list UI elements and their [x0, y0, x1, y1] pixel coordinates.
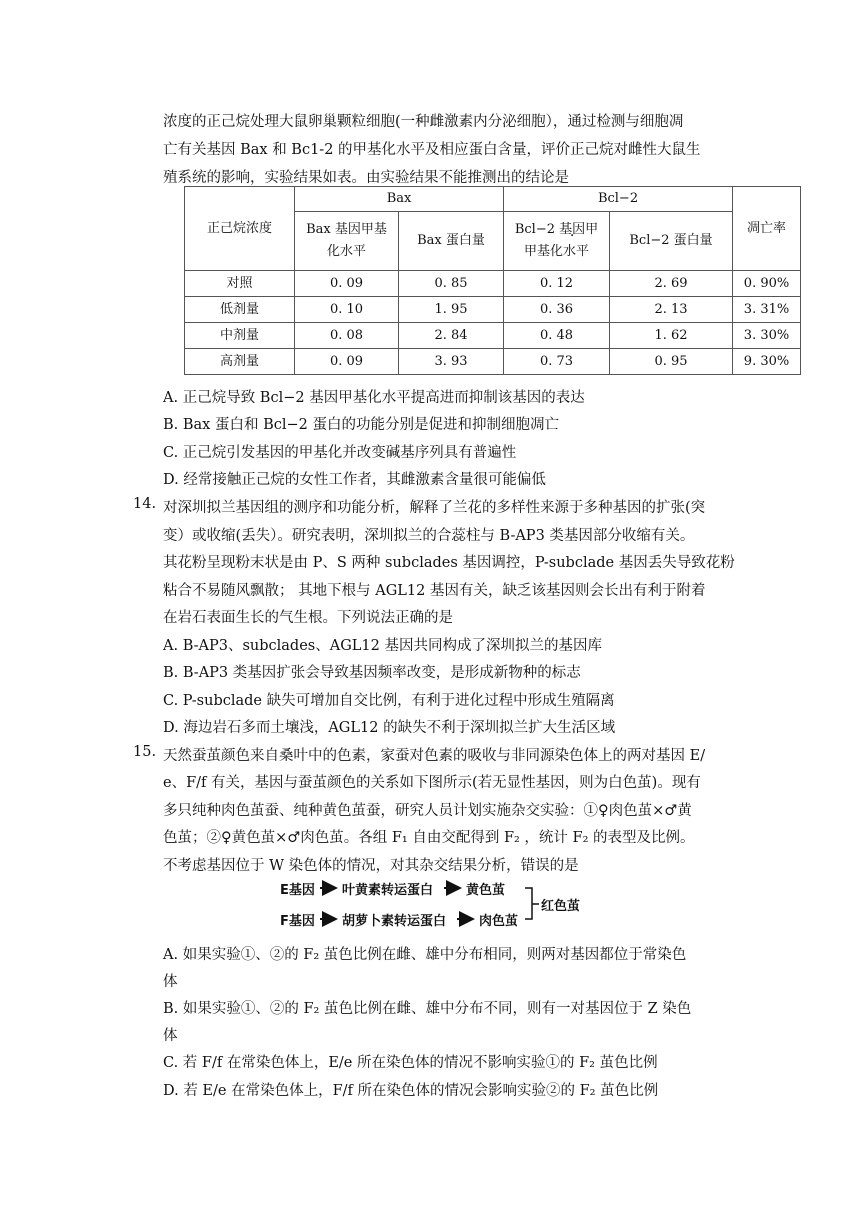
q14-text-line-1: 对深圳拟兰基因组的测序和功能分析，解释了兰花的多样性来源于多种基因的扩张(突 [163, 500, 706, 516]
q14-option-c: C. P-subclade 缺失可增加自交比例，有利于进化过程中形成生殖隔离 [163, 693, 615, 709]
table-cell: 0. 95 [610, 349, 733, 375]
q15-text-line-5: 不考虑基因位于 W 染色体的情况，对其杂交结果分析，错误的是 [163, 858, 579, 874]
table-cell: 0. 09 [295, 271, 399, 297]
q15-text-line-3: 多只纯种肉色茧蚕、纯种黄色茧蚕，研究人员计划实施杂交实验：①♀肉色茧×♂黄 [163, 803, 692, 819]
header-bcl2-protein: Bcl−2 蛋白量 [610, 212, 733, 271]
q14-text-line-4: 粘合不易随风飘散； 其地下根与 AGL12 基因有关，缺乏该基因则会长出有利于附着 [163, 583, 706, 599]
results-table [184, 186, 801, 375]
q13-option-c: C. 正己烷引发基因的甲基化并改变碱基序列具有普遍性 [163, 445, 517, 461]
table-cell: 0. 85 [399, 271, 504, 297]
table-cell: 3. 30% [733, 323, 801, 349]
table-cell: 对照 [185, 271, 295, 297]
header-concentration: 正己烷浓度 [185, 187, 295, 271]
table-row [185, 297, 801, 323]
q15-option-d: D. 若 E/e 在常染色体上，F/f 所在染色体的情况会影响实验②的 F₂ 茧色比例 [163, 1083, 659, 1099]
table-cell: 0. 12 [504, 271, 610, 297]
q13-option-d: D. 经常接触正己烷的女性工作者，其雌激素含量很可能偏低 [163, 472, 546, 488]
diagram-f-result: 肉色茧 [479, 914, 519, 929]
q15-option-a-line-2: 体 [163, 974, 178, 990]
diagram-combined-result: 红色茧 [541, 899, 581, 914]
q13-option-a: A. 正己烷导致 Bcl−2 基因甲基化水平提高进而抑制该基因的表达 [163, 390, 585, 406]
q15-option-b-line-1: B. 如果实验①、②的 F₂ 茧色比例在雌、雄中分布不同，则有一对基因位于 Z 染色 [163, 1001, 692, 1017]
q14-text-line-3: 其花粉呈现粉末状是由 P、S 两种 subclades 基因调控，P-subclade 基因丢失导致花粉 [163, 555, 735, 571]
table-cell: 低剂量 [185, 297, 295, 323]
q15-option-a-line-1: A. 如果实验①、②的 F₂ 茧色比例在雌、雄中分布相同，则两对基因都位于常染色 [163, 947, 687, 963]
bracket-icon [525, 888, 539, 919]
table-cell: 高剂量 [185, 349, 295, 375]
emphasis-text: 基因 [559, 222, 586, 237]
table-cell: 2. 69 [610, 271, 733, 297]
q14-text-line-5: 在岩石表面生长的气生根。下列说法正确的是 [163, 610, 453, 626]
table-cell: 3. 31% [733, 297, 801, 323]
table-cell: 0. 36 [504, 297, 610, 323]
diagram-f-gene: F基因 [280, 914, 315, 929]
table-cell: 0. 10 [295, 297, 399, 323]
q15-option-b-line-2: 体 [163, 1028, 178, 1044]
q15-option-c: C. 若 F/f 在常染色体上，E/e 所在染色体的情况不影响实验①的 F₂ 茧色比例 [163, 1055, 658, 1071]
header-bax-methylation: Bax 基因甲基化水平 [295, 212, 399, 271]
header-group-bax: Bax [295, 187, 504, 212]
diagram-e-result: 黄色茧 [466, 883, 506, 898]
header-apoptosis-rate: 凋亡率 [733, 187, 801, 271]
intro-line-1: 浓度的正己烷处理大鼠卵巢颗粒细胞(一种雌激素内分泌细胞），通过检测与细胞凋 [163, 114, 684, 130]
q15-text-line-1: 天然蚕茧颜色来自桑叶中的色素，家蚕对色素的吸收与非同源染色体上的两对基因 E/ [163, 748, 706, 764]
q13-option-b: B. Bax 蛋白和 Bcl−2 蛋白的功能分别是促进和抑制细胞凋亡 [163, 417, 559, 433]
intro-line-2: 亡有关基因 Bax 和 Bc1-2 的甲基化水平及相应蛋白含量，评价正己烷对雌性大鼠生 [163, 142, 701, 158]
table-cell: 0. 08 [295, 323, 399, 349]
intro-line-3: 殖系统的影响，实验结果如表。由实验结果不能推测出的结论是 [163, 170, 569, 186]
header-bax-protein: Bax 蛋白量 [399, 212, 504, 271]
table-row [185, 271, 801, 297]
table-row [185, 323, 801, 349]
table-cell: 2. 84 [399, 323, 504, 349]
table-cell: 2. 13 [610, 297, 733, 323]
diagram-e-protein: 叶黄素转运蛋白 [342, 883, 434, 898]
q14-option-d: D. 海边岩石多而土壤浅，AGL12 的缺失不利于深圳拟兰扩大生活区域 [163, 720, 616, 736]
table-cell: 9. 30% [733, 349, 801, 375]
q15-number: 15. [133, 744, 157, 760]
q14-number: 14. [133, 496, 157, 512]
table-cell: 1. 62 [610, 323, 733, 349]
table-cell: 0. 73 [504, 349, 610, 375]
q14-option-a: A. B-AP3、subclades、AGL12 基因共同构成了深圳拟兰的基因库 [163, 638, 602, 654]
diagram-f-protein: 胡萝卜素转运蛋白 [342, 914, 447, 929]
table-cell: 1. 95 [399, 297, 504, 323]
table-cell: 0. 09 [295, 349, 399, 375]
header-bcl2-methylation: Bcl−2 基因甲 甲基化水平 [504, 212, 610, 271]
table-cell: 3. 93 [399, 349, 504, 375]
table-row [185, 349, 801, 375]
q14-text-line-2: 变）或收缩(丢失）。研究表明，深圳拟兰的合蕊柱与 B-AP3 类基因部分收缩有关。 [163, 528, 695, 544]
gene-pathway-diagram [280, 876, 590, 938]
q14-option-b: B. B-AP3 类基因扩张会导致基因频率改变，是形成新物种的标志 [163, 665, 581, 681]
table-cell: 0. 90% [733, 271, 801, 297]
q15-text-line-2: e、F/f 有关，基因与蚕茧颜色的关系如下图所示(若无显性基因，则为白色茧)。现有 [163, 775, 701, 791]
q15-text-line-4: 色茧；②♀黄色茧×♂肉色茧。各组 F₁ 自由交配得到 F₂ ，统计 F₂ 的表型及比例。 [163, 830, 695, 846]
header-group-bcl2: Bcl−2 [504, 187, 733, 212]
table-cell: 中剂量 [185, 323, 295, 349]
diagram-e-gene: E基因 [280, 883, 315, 898]
table-cell: 0. 48 [504, 323, 610, 349]
